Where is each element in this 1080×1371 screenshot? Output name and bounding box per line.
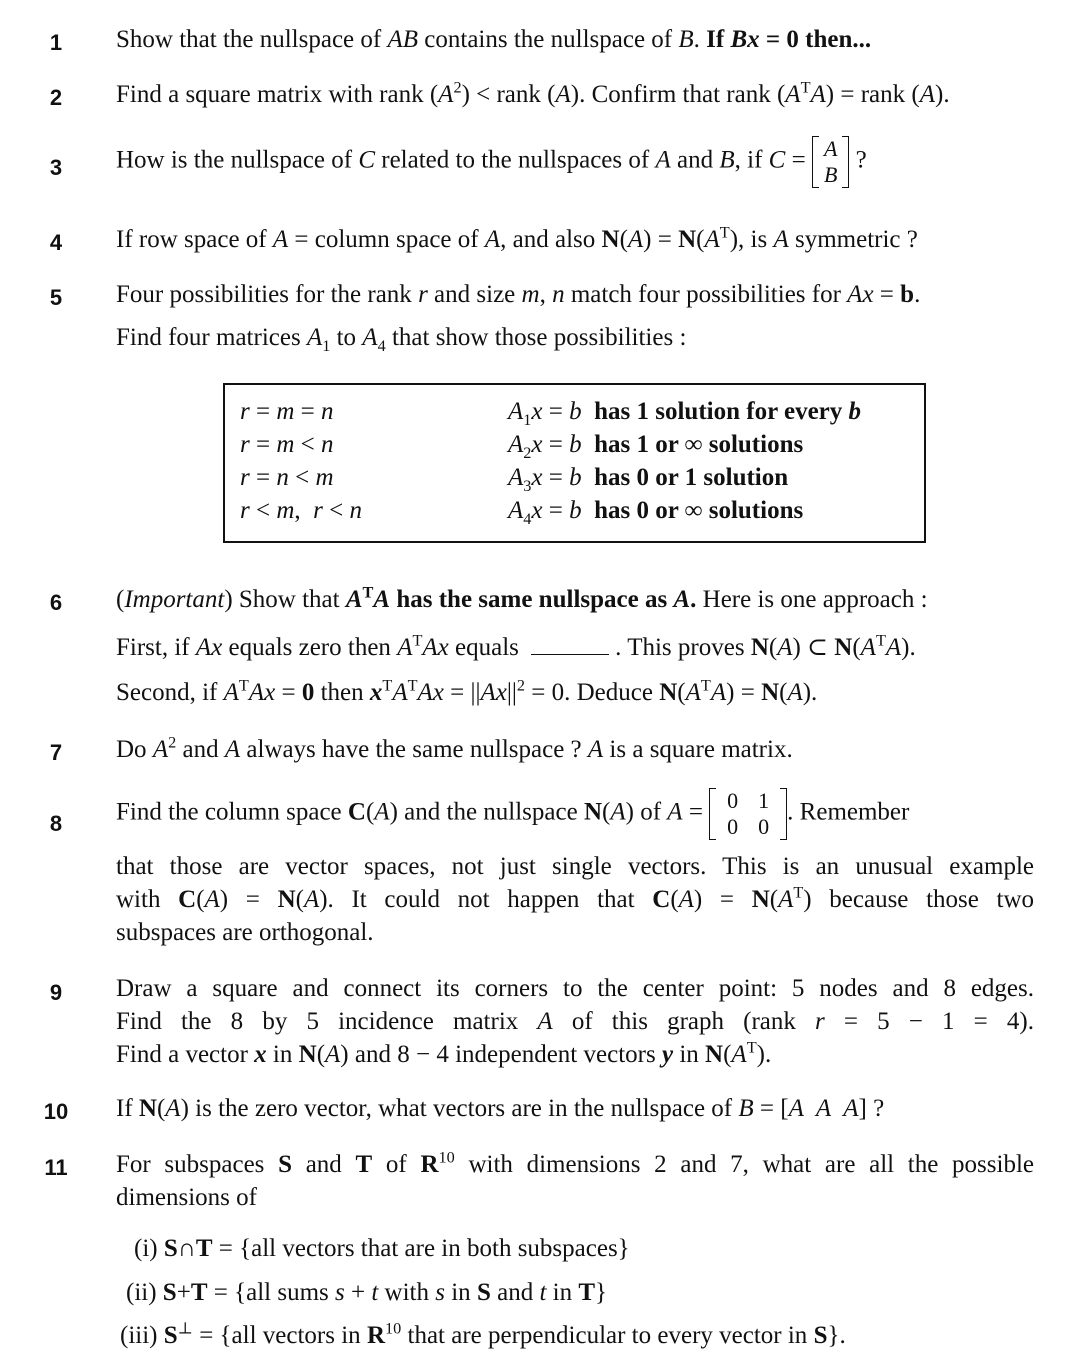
problem-11-line-1: For subspaces S and T of $R^{10}$ with dimensions 2 and 7, what are all the possible <box>116 1148 1034 1178</box>
problem-number-6: 6 <box>49 590 63 615</box>
problem-number-2: 2 <box>49 85 63 110</box>
problem-7-text: Do $A^2$ and A always have the same nullspace ? A is a square matrix. <box>116 733 793 763</box>
problem-9-line-1: Draw a square and connect its corners to the center point: 5 nodes and 8 edges. <box>116 975 1034 1002</box>
problem-number-5: 5 <box>49 285 63 310</box>
table-outcome-1: $A_1x = b$ has 1 solution for every b <box>508 398 862 429</box>
fill-in-blank <box>531 654 609 655</box>
matrix-a-problem-8: 0 1 0 0 <box>709 788 787 840</box>
table-condition-2: r = m < n <box>240 431 334 458</box>
problem-8-line-2: that those are vector spaces, not just single vectors. This is an unusual example <box>116 853 1034 880</box>
problem-3-text: How is the nullspace of C related to the nullspaces of A and B, if C = A B ? <box>116 136 867 187</box>
table-outcome-3: $A_3x = b$ has 0 or 1 solution <box>508 464 789 495</box>
problem-number-1: 1 <box>49 30 63 55</box>
problem-6-line-3: Second, if $A^TAx = 0$ then $x^TA^TAx = ||Ax||^2 = 0$. Deduce $N(A^TA) = N(A)$. <box>116 676 818 706</box>
problem-6-line-2: First, if Ax equals zero then $A^TAx$ equals . This proves N(A) ⊂ $N(A^TA)$. <box>116 631 916 661</box>
problem-1-text: Show that the nullspace of AB contains the nullspace of B. If Bx = 0 then... <box>116 26 872 53</box>
problem-11-item-ii: (ii) S+T = {all sums s + t with s in S and t in T} <box>126 1279 608 1306</box>
problem-11-item-i: (i) S∩T = {all vectors that are in both subspaces} <box>134 1235 630 1262</box>
problem-number-10: 10 <box>43 1099 69 1124</box>
problem-number-11: 11 <box>44 1155 68 1180</box>
problem-number-4: 4 <box>49 230 63 255</box>
problem-2-text: Find a square matrix with rank $(A^2)$ < rank (A). Confirm that rank $(A^TA)$ = rank (A). <box>116 78 950 108</box>
problem-4-text: If row space of A = column space of A, and also $N(A) = N(A^T)$, is A symmetric ? <box>116 223 918 253</box>
problem-8-line-3: with C(A) = N(A). It could not happen that $C(A) = N(A^T)$ because those two <box>116 883 1035 913</box>
problem-number-3: 3 <box>49 155 63 180</box>
problem-number-7: 7 <box>49 740 63 765</box>
problem-5-line-2: Find four matrices $A_1$ to $A_4$ that show those possibilities : <box>116 324 687 355</box>
problem-number-9: 9 <box>49 980 63 1005</box>
problem-11-item-iii: (iii) S⊥ = {all vectors in $R^{10}$ that are perpendicular to every vector in S}. <box>120 1319 846 1349</box>
problem-10-text: If N(A) is the zero vector, what vectors are in the nullspace of B = [A A A] ? <box>116 1095 885 1122</box>
problem-9-line-2: Find the 8 by 5 incidence matrix A of this graph (rank r = 5 − 1 = 4). <box>116 1008 1034 1035</box>
problem-6-line-1: (Important) Show that $A^TA$ has the same nullspace as A. Here is one approach : <box>116 583 928 613</box>
table-condition-1: r = m = n <box>240 398 334 425</box>
problem-number-8: 8 <box>49 811 63 836</box>
table-outcome-4: $A_4x = b$ has 0 or ∞ solutions <box>508 497 804 528</box>
problem-11-line-2: dimensions of <box>116 1184 257 1211</box>
stacked-matrix-c: A B <box>812 136 849 188</box>
table-outcome-2: $A_2x = b$ has 1 or ∞ solutions <box>508 431 804 462</box>
table-condition-3: r = n < m <box>240 464 334 491</box>
table-condition-4: r < m, r < n <box>240 497 362 524</box>
problem-9-line-3: Find a vector x in N(A) and 8 − 4 independent vectors y in $N(A^T)$. <box>116 1038 772 1068</box>
problem-8-line-1: Find the column space C(A) and the nullspace N(A) of A = 0 1 0 0 . Remember <box>116 788 910 839</box>
problem-5-line-1: Four possibilities for the rank r and size m, n match four possibilities for Ax = b. <box>116 281 921 308</box>
problem-8-line-4: subspaces are orthogonal. <box>116 919 374 946</box>
